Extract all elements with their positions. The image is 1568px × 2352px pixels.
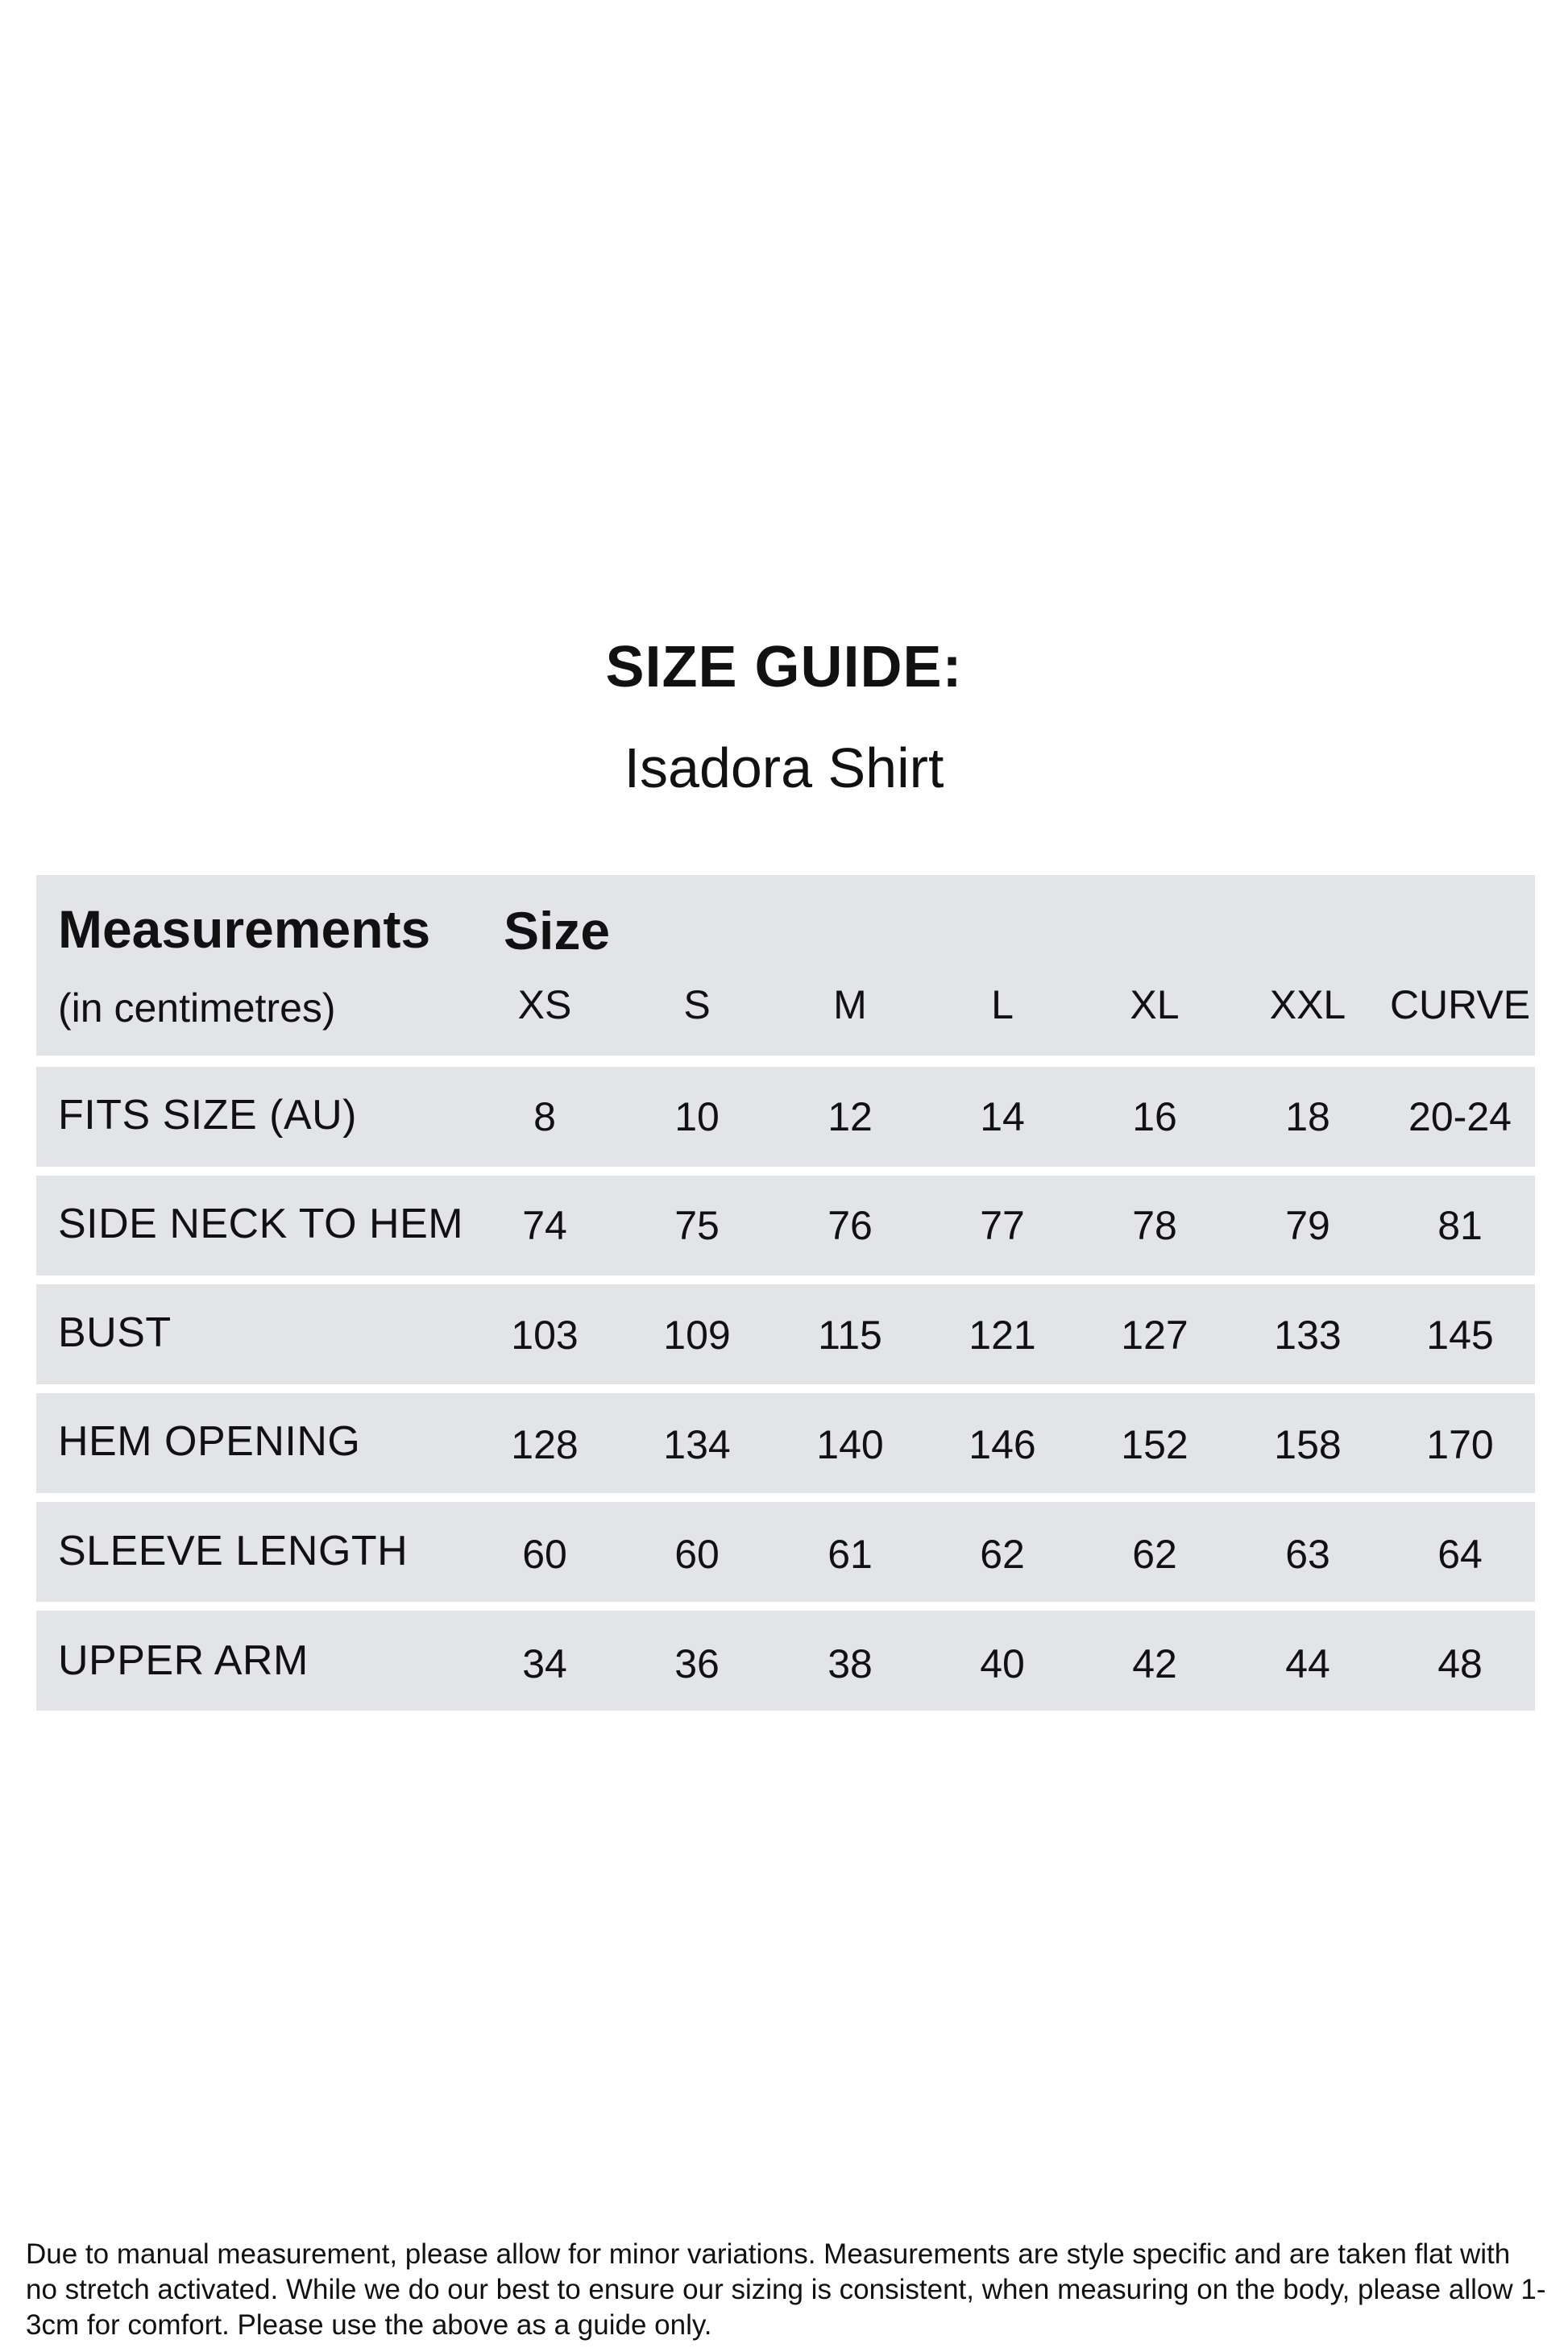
- table-cell: 60: [674, 1532, 720, 1577]
- column-header: XL: [1130, 982, 1180, 1027]
- column-header: XS: [517, 982, 572, 1027]
- table-cell: 75: [674, 1203, 720, 1248]
- table-cell: 8: [533, 1094, 556, 1139]
- table-cell: 61: [828, 1532, 873, 1577]
- table-cell: 158: [1274, 1422, 1342, 1467]
- column-header: XXL: [1269, 982, 1346, 1027]
- table-cell: 128: [511, 1422, 579, 1467]
- column-header: L: [991, 982, 1014, 1027]
- column-header: M: [833, 982, 867, 1027]
- row-label: FITS SIZE (AU): [58, 1092, 357, 1139]
- table-cell: 63: [1285, 1532, 1330, 1577]
- table-cell: 152: [1121, 1422, 1188, 1467]
- row-label: HEM OPENING: [58, 1418, 361, 1465]
- size-heading: Size: [504, 901, 611, 960]
- table-cell: 76: [828, 1203, 873, 1248]
- table-cell: 20-24: [1408, 1094, 1512, 1139]
- table-cell: 14: [980, 1094, 1025, 1139]
- table-cell: 81: [1437, 1203, 1483, 1248]
- table-cell: 74: [522, 1203, 567, 1248]
- table-cell: 64: [1437, 1532, 1483, 1577]
- page-title: SIZE GUIDE:: [605, 635, 963, 699]
- table-cell: 103: [511, 1313, 579, 1358]
- column-header: CURVE: [1389, 982, 1531, 1027]
- table-cell: 121: [969, 1313, 1036, 1358]
- table-cell: 77: [980, 1203, 1025, 1248]
- table-cell: 48: [1437, 1641, 1483, 1686]
- table-cell: 34: [522, 1641, 567, 1686]
- table-cell: 109: [663, 1313, 731, 1358]
- unit-label: (in centimetres): [58, 985, 336, 1031]
- table-cell: 12: [828, 1094, 873, 1139]
- row-label: SIDE NECK TO HEM: [58, 1201, 464, 1247]
- table-cell: 78: [1132, 1203, 1177, 1248]
- column-header: S: [683, 982, 711, 1027]
- table-cell: 38: [828, 1641, 873, 1686]
- table-cell: 42: [1132, 1641, 1177, 1686]
- row-label: BUST: [58, 1309, 172, 1356]
- table-cell: 44: [1285, 1641, 1330, 1686]
- table-cell: 62: [980, 1532, 1025, 1577]
- table-cell: 16: [1132, 1094, 1177, 1139]
- table-cell: 62: [1132, 1532, 1177, 1577]
- sizing-disclaimer: Due to manual measurement, please allow for minor variations. Measurements are style specific and are taken flat with no stretch activated. While we do our best to ensure our sizing is consistent, when measuring on the body, please allow 1-3cm for comfort. Please use the above as a guide only.: [26, 2238, 1546, 2341]
- table-cell: 127: [1121, 1313, 1188, 1358]
- table-cell: 170: [1426, 1422, 1494, 1467]
- table-cell: 79: [1285, 1203, 1330, 1248]
- measurements-heading: Measurements: [58, 899, 431, 959]
- table-cell: 146: [969, 1422, 1036, 1467]
- table-cell: 60: [522, 1532, 567, 1577]
- row-label: SLEEVE LENGTH: [58, 1528, 409, 1574]
- row-label: UPPER ARM: [58, 1637, 309, 1684]
- table-cell: 133: [1274, 1313, 1342, 1358]
- product-name: Isadora Shirt: [624, 736, 944, 799]
- table-cell: 10: [674, 1094, 720, 1139]
- table-cell: 145: [1426, 1313, 1494, 1358]
- table-cell: 134: [663, 1422, 731, 1467]
- table-cell: 18: [1285, 1094, 1330, 1139]
- table-cell: 115: [818, 1313, 882, 1358]
- table-cell: 40: [980, 1641, 1025, 1686]
- table-cell: 140: [816, 1422, 884, 1467]
- table-cell: 36: [674, 1641, 720, 1686]
